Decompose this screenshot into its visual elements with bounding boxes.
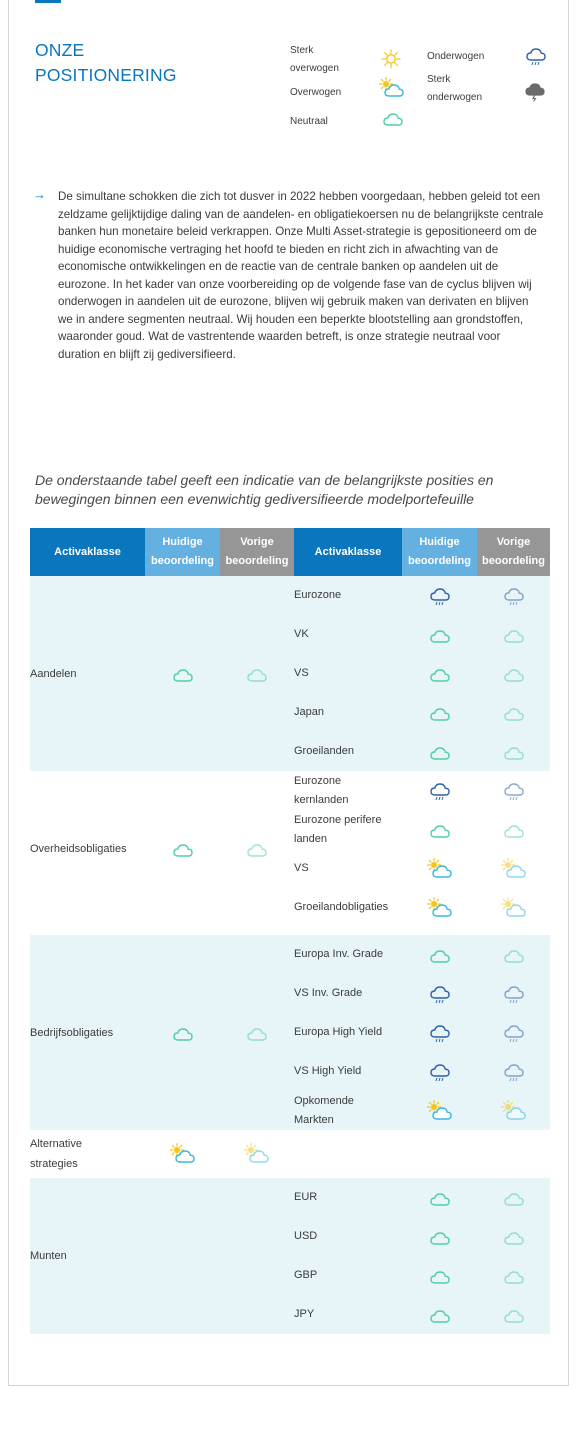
rating-previous — [477, 1091, 550, 1130]
row-label: VS Inv. Grade — [294, 974, 402, 1013]
rating-previous — [477, 1256, 550, 1295]
cloud-icon — [243, 839, 271, 859]
rating-previous — [477, 1178, 550, 1217]
rating-previous — [477, 810, 550, 849]
cloud-icon — [426, 1188, 454, 1208]
positioning-table — [30, 528, 550, 1334]
header-previous-sub: Vorige beoordeling — [477, 528, 550, 576]
row-label: VK — [294, 615, 402, 654]
table-spacer — [30, 927, 550, 935]
rating-previous — [477, 1013, 550, 1052]
header-asset-class: Activaklasse — [30, 528, 145, 576]
cloud-icon — [500, 1305, 528, 1325]
rating-previous — [220, 935, 294, 1130]
cloud-icon — [500, 1227, 528, 1247]
rain-cloud-icon — [500, 585, 528, 607]
arrow-right-icon: → — [33, 187, 46, 202]
sun-cloud-icon — [499, 897, 529, 919]
cloud-icon — [243, 664, 271, 684]
rating-previous — [477, 615, 550, 654]
rating-current — [402, 654, 477, 693]
cloud-icon — [426, 1305, 454, 1325]
commentary-text: De simultane schokken die zich tot dusver in 2022 hebben voorgedaan, hebben geleid tot een zeldzame gelijktijdige daling van de aandelen- en obligatiekoersen nu de belangrijkste centrale banken hun monetaire beleid verkrappen. Onze Multi Asset-strategie is gepositioneerd om de huidige economische vertraging het hoofd te bieden en richt zich in afwachting van de economische ontwikkelingen en de reactie van de centrale banken op aandelen uit de eurozone. In het kader van onze voorbereiding op de volgende fase van de cyclus blijven wij onderwogen in aandelen uit de eurozone, blijven wij gebruik maken van derivaten en blijven we in andere segmenten neutraal. Wij houden een beperkte blootstelling aan grondstoffen, waaronder goud. Wat de vastrentende waarden betreft, is onze strategie neutraal voor duration en blijft zij gediversifieerd. — [58, 190, 544, 361]
table-row — [30, 771, 550, 810]
rain-cloud-icon — [426, 1022, 454, 1044]
row-label: VS — [294, 862, 309, 874]
header-current-sub: Huidige beoordeling — [402, 528, 477, 576]
row-label: Europa Inv. Grade — [294, 935, 402, 974]
cloud-icon — [426, 945, 454, 965]
rating-current — [402, 849, 477, 888]
accent-bar — [35, 0, 61, 3]
row-label: Europa High Yield — [294, 1013, 402, 1052]
cloud-icon — [500, 625, 528, 645]
cloud-icon — [426, 1266, 454, 1286]
rain-cloud-icon — [500, 1061, 528, 1083]
sun-cloud-icon — [168, 1143, 198, 1165]
rating-current — [402, 693, 477, 732]
row-label: Eurozone — [294, 576, 402, 615]
row-label: Eurozone perifere landen — [294, 813, 382, 845]
row-label: Opkomende Markten — [294, 1091, 402, 1130]
cloud-icon — [500, 742, 528, 762]
legend-strong-underweight-label: Sterk onderwogen — [427, 74, 483, 103]
rain-cloud-icon — [500, 1022, 528, 1044]
group-govt-bonds: Overheidsobligaties — [30, 843, 127, 855]
rating-previous — [477, 1217, 550, 1256]
cloud-icon — [500, 664, 528, 684]
table-row — [30, 1178, 550, 1217]
rating-current — [402, 1256, 477, 1295]
cloud-icon — [500, 1266, 528, 1286]
cloud-icon — [243, 1023, 271, 1043]
rating-current — [145, 935, 220, 1130]
rating-current — [402, 1217, 477, 1256]
header-asset-class-sub: Activaklasse — [294, 528, 402, 576]
group-corp-bonds: Bedrijfsobligaties — [30, 935, 145, 1130]
rain-cloud-icon — [500, 780, 528, 802]
group-currencies: Munten — [30, 1178, 145, 1334]
rain-cloud-icon — [426, 1061, 454, 1083]
sun-cloud-icon — [499, 1100, 529, 1122]
sun-cloud-icon — [499, 858, 529, 880]
cloud-icon — [500, 945, 528, 965]
cloud-icon — [169, 1023, 197, 1043]
sun-cloud-icon — [425, 1100, 455, 1122]
cloud-icon — [169, 664, 197, 684]
rating-previous — [477, 654, 550, 693]
rating-previous — [477, 576, 550, 615]
rating-previous — [220, 1130, 294, 1178]
storm-cloud-icon — [522, 80, 550, 102]
cloud-icon — [426, 1227, 454, 1247]
rating-current — [145, 1130, 220, 1178]
title-line-2: POSITIONERING — [35, 65, 177, 85]
rain-cloud-icon — [522, 45, 550, 67]
legend-overweight-label: Overwogen — [290, 87, 342, 98]
rating-current — [402, 974, 477, 1013]
row-label: Groeilandobligaties — [294, 901, 389, 913]
rating-current — [402, 1052, 477, 1091]
rating-previous — [477, 693, 550, 732]
rating-previous — [477, 888, 550, 927]
header-previous: Vorige beoordeling — [220, 528, 294, 576]
rain-cloud-icon — [426, 780, 454, 802]
rating-previous — [477, 974, 550, 1013]
rating-current — [145, 576, 220, 771]
rain-cloud-icon — [426, 983, 454, 1005]
cloud-icon — [379, 108, 407, 130]
rating-previous — [477, 849, 550, 888]
sun-cloud-icon — [425, 858, 455, 880]
cloud-icon — [426, 820, 454, 840]
cloud-icon — [426, 742, 454, 762]
cloud-icon — [169, 839, 197, 859]
rain-cloud-icon — [426, 585, 454, 607]
row-label: VS High Yield — [294, 1052, 402, 1091]
sun-cloud-icon — [425, 897, 455, 919]
rating-previous — [477, 771, 550, 810]
rating-previous — [477, 1295, 550, 1334]
cloud-icon — [500, 820, 528, 840]
row-label: VS — [294, 654, 402, 693]
table-intro: De onderstaande tabel geeft een indicatie van de belangrijkste posities en bewegingen binnen een evenwichtig gediversifieerde modelportefeuille — [35, 472, 494, 507]
cloud-icon — [426, 703, 454, 723]
cloud-icon — [426, 664, 454, 684]
row-label: Japan — [294, 693, 402, 732]
sun-cloud-icon — [242, 1143, 272, 1165]
rating-current — [145, 771, 220, 927]
rating-current — [402, 888, 477, 927]
rating-current — [402, 1091, 477, 1130]
cloud-icon — [500, 1188, 528, 1208]
cloud-icon — [426, 625, 454, 645]
legend-neutral-label: Neutraal — [290, 116, 328, 127]
table-header-row — [30, 528, 550, 576]
table-row — [30, 935, 550, 974]
table-row — [30, 1130, 550, 1178]
row-label: GBP — [294, 1256, 402, 1295]
legend-strong-overweight-label: Sterk overwogen — [290, 45, 339, 74]
rating-current — [402, 771, 477, 810]
page-title — [35, 38, 177, 88]
row-label: Groeilanden — [294, 732, 402, 771]
rating-current — [402, 732, 477, 771]
rating-previous — [477, 732, 550, 771]
title-line-1: ONZE — [35, 40, 85, 60]
rating-previous — [220, 771, 294, 927]
legend-underweight-label: Onderwogen — [427, 51, 485, 62]
row-label: EUR — [294, 1178, 402, 1217]
table-row — [30, 576, 550, 615]
row-label: JPY — [294, 1295, 402, 1334]
row-label: USD — [294, 1217, 402, 1256]
cloud-icon — [500, 703, 528, 723]
rating-current — [402, 576, 477, 615]
group-alt-strategies: Alternative strategies — [30, 1138, 82, 1170]
sun-icon — [379, 48, 407, 70]
row-label: Eurozone kernlanden — [294, 774, 349, 806]
rating-current — [402, 615, 477, 654]
rating-previous — [220, 576, 294, 771]
rating-current — [402, 1178, 477, 1217]
rating-current — [402, 810, 477, 849]
rain-cloud-icon — [500, 983, 528, 1005]
rating-current — [402, 1295, 477, 1334]
header-current: Huidige beoordeling — [145, 528, 220, 576]
rating-previous — [477, 935, 550, 974]
rating-current — [402, 1013, 477, 1052]
group-equities: Aandelen — [30, 576, 145, 771]
sun-cloud-icon — [377, 77, 405, 99]
rating-previous — [477, 1052, 550, 1091]
rating-current — [402, 935, 477, 974]
